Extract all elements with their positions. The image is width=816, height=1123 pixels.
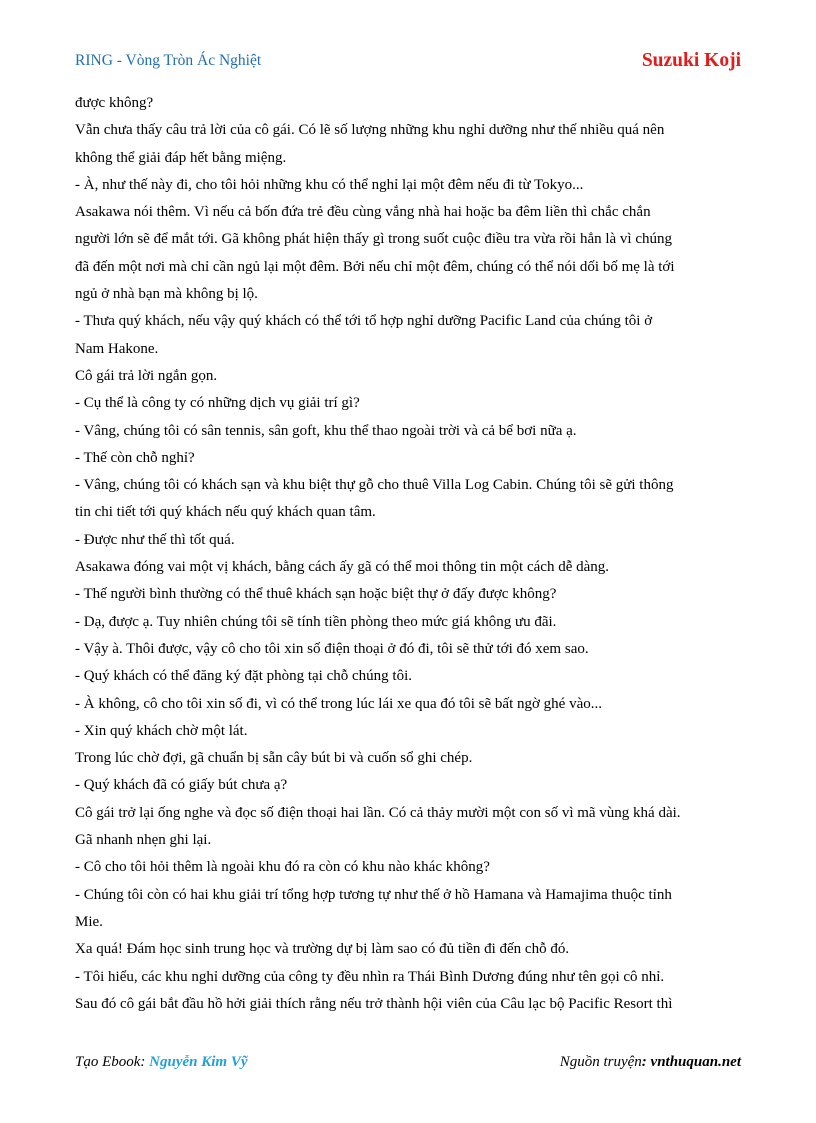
- text-line: - À không, cô cho tôi xin số đi, vì có thể trong lúc lái xe qua đó tôi sẽ bất ngờ ghé vào...: [75, 695, 602, 712]
- page-body: [75, 90, 743, 1018]
- source-site: vnthuquan.net: [650, 1054, 741, 1070]
- ebook-credit: Tạo Ebook: Nguyễn Kim Vỹ: [75, 1054, 248, 1070]
- text-line: Cô gái trả lời ngắn gọn.: [75, 367, 218, 384]
- text-line: Asakawa đóng vai một vị khách, bằng cách ấy gã có thể moi thông tin một cách dễ dàng.: [75, 559, 610, 576]
- page-header: [75, 50, 741, 76]
- text-line: đã đến một nơi mà chỉ cần ngủ lại một đêm. Bởi nếu chỉ một đêm, chúng có thể nói dối bố mẹ là tới: [75, 258, 675, 275]
- text-line: - À, như thế này đi, cho tôi hỏi những khu có thể nghỉ lại một đêm nếu đi từ Tokyo...: [75, 176, 584, 193]
- text-line: Vẫn chưa thấy câu trả lời của cô gái. Có lẽ số lượng những khu nghỉ dưỡng như thế nhiều quá nên: [75, 122, 665, 139]
- text-line: - Tôi hiểu, các khu nghỉ dưỡng của công ty đều nhìn ra Thái Bình Dương đúng như tên gọi cô nhỉ.: [75, 968, 665, 985]
- text-line: Mie.: [75, 913, 103, 930]
- text-line: - Quý khách có thể đăng ký đặt phòng tại chỗ chúng tôi.: [75, 668, 413, 685]
- source-credit: Nguồn truyện: vnthuquan.net: [559, 1054, 741, 1070]
- book-title: RING - Vòng Tròn Ác Nghiệt: [75, 52, 262, 69]
- text-line: tin chi tiết tới quý khách nếu quý khách quan tâm.: [75, 504, 376, 521]
- source-label: Nguồn truyện: [559, 1054, 642, 1070]
- text-line: không thể giải đáp hết bằng miệng.: [75, 149, 287, 166]
- text-line: - Thưa quý khách, nếu vậy quý khách có thể tới tổ hợp nghỉ dưỡng Pacific Land của chúng tôi ở: [75, 313, 653, 330]
- text-line: - Chúng tôi còn có hai khu giải trí tổng hợp tương tự như thế ở hồ Hamana và Hamajima thuộc tỉnh: [75, 886, 672, 903]
- text-line: - Vậy à. Thôi được, vậy cô cho tôi xin số điện thoại ở đó đi, tôi sẽ thử tới đó xem sao.: [75, 640, 589, 657]
- book-author: Suzuki Koji: [641, 50, 741, 71]
- ebook-label: Tạo Ebook: [75, 1054, 141, 1070]
- text-line: - Vâng, chúng tôi có sân tennis, sân goft, khu thể thao ngoài trời và cả bể bơi nữa ạ.: [75, 422, 577, 439]
- text-line: Sau đó cô gái bắt đầu hồ hởi giải thích rằng nếu trở thành hội viên của Câu lạc bộ Pacific Resort thì: [75, 995, 673, 1012]
- text-line: - Được như thế thì tốt quá.: [75, 531, 235, 548]
- text-line: - Dạ, được ạ. Tuy nhiên chúng tôi sẽ tính tiền phòng theo mức giá không ưu đãi.: [75, 613, 557, 630]
- text-line: người lớn sẽ để mắt tới. Gã không phát hiện thấy gì trong suốt cuộc điều tra vừa rồi hẳn là vì chúng: [75, 231, 673, 248]
- text-line: - Vâng, chúng tôi có khách sạn và khu biệt thự gỗ cho thuê Villa Log Cabin. Chúng tôi sẽ gửi thông: [75, 477, 674, 494]
- text-line: Nam Hakone.: [75, 340, 159, 357]
- text-line: - Quý khách đã có giấy bút chưa ạ?: [75, 777, 288, 794]
- text-line: Gã nhanh nhẹn ghi lại.: [75, 832, 212, 849]
- text-line: Xa quá! Đám học sinh trung học và trường dự bị làm sao có đủ tiền đi đến chỗ đó.: [75, 941, 570, 958]
- text-line: - Thế người bình thường có thể thuê khách sạn hoặc biệt thự ở đấy được không?: [75, 586, 557, 603]
- text-line: - Xin quý khách chờ một lát.: [75, 722, 248, 739]
- page-footer: [75, 1054, 741, 1076]
- text-line: - Cô cho tôi hỏi thêm là ngoài khu đó ra còn có khu nào khác không?: [75, 859, 490, 876]
- text-line: - Thế còn chỗ nghỉ?: [75, 449, 195, 466]
- text-line: Asakawa nói thêm. Vì nếu cả bốn đứa trẻ đều cùng vắng nhà hai hoặc ba đêm liền thì chắc chắn: [75, 204, 651, 221]
- text-line: Trong lúc chờ đợi, gã chuẩn bị sẵn cây bút bi và cuốn sổ ghi chép.: [75, 750, 473, 767]
- text-line: được không?: [75, 95, 154, 111]
- text-line: Cô gái trở lại ống nghe và đọc số điện thoại hai lần. Có cả thảy mười một con số vì mã vùng khá dài.: [75, 804, 681, 821]
- ebook-author: Nguyễn Kim Vỹ: [149, 1054, 248, 1070]
- text-line: - Cụ thể là công ty có những dịch vụ giải trí gì?: [75, 395, 360, 412]
- text-line: ngủ ở nhà bạn mà không bị lộ.: [75, 286, 258, 303]
